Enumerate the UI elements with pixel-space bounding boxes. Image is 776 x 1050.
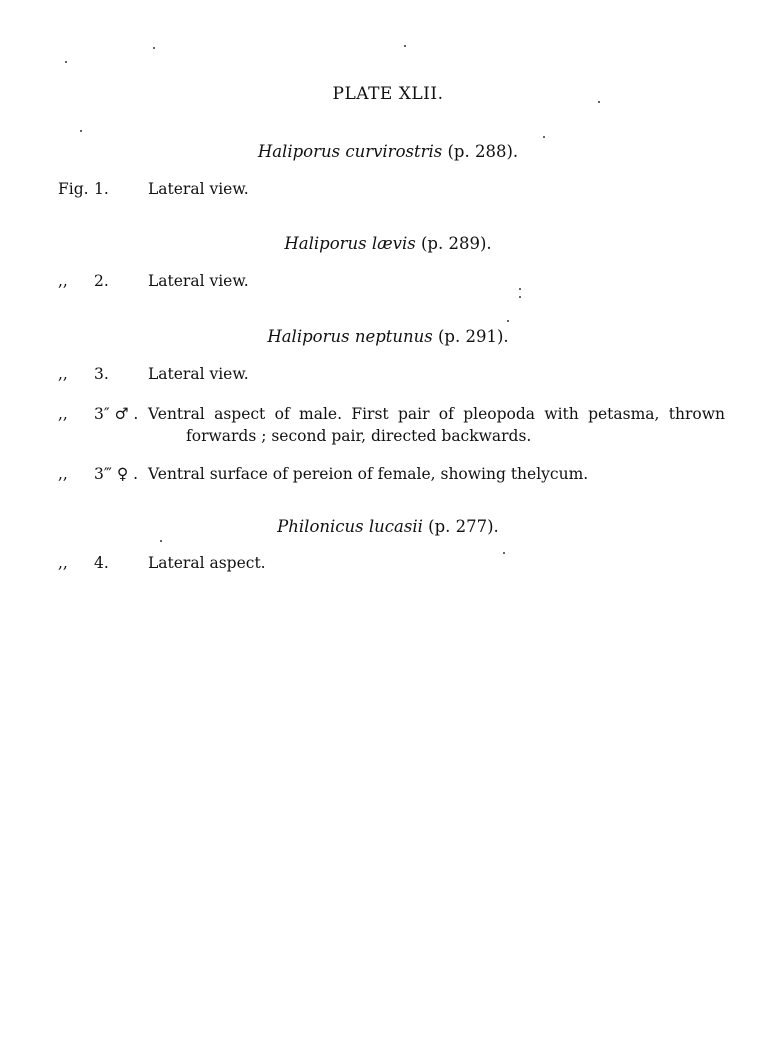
plate-title: PLATE XLII. [332, 84, 444, 104]
figure-description [148, 403, 725, 447]
figure-prefix: ,, [58, 554, 68, 572]
scan-speck [543, 136, 545, 138]
scan-speck [65, 61, 67, 63]
figure-prefix: Fig. [58, 180, 89, 198]
figure-number: 3″ ♂ . [94, 405, 139, 423]
species-name: Haliporus neptunus [267, 327, 433, 346]
scan-speck [598, 101, 600, 103]
figure-prefix: ,, [58, 465, 68, 483]
figure-number: 1. [94, 180, 109, 198]
scan-speck [404, 45, 406, 47]
scan-speck [507, 320, 509, 322]
scan-speck [503, 552, 505, 554]
figure-description: Lateral view. [148, 272, 249, 290]
figure-prefix: ,, [58, 272, 68, 290]
species-heading-neptunus [0, 327, 776, 346]
species-name: Philonicus lucasii [277, 517, 423, 536]
figure-description: Lateral view. [148, 180, 249, 198]
page-reference: (p. 288). [447, 142, 519, 161]
species-name: Haliporus lævis [284, 234, 416, 253]
figure-description-line-2: forwards ; second pair, directed backwards. [186, 427, 532, 445]
figure-number: 4. [94, 554, 109, 572]
page-reference: (p. 289). [420, 234, 492, 253]
species-heading-curvirostris [0, 142, 776, 161]
species-heading-lucasii [0, 517, 776, 536]
figure-description-line-1: Ventral aspect of male. First pair of pleopoda with petasma, thrown [148, 405, 725, 423]
figure-number: 3. [94, 365, 109, 383]
species-name: Haliporus curvirostris [257, 142, 443, 161]
scan-speck [519, 288, 521, 290]
figure-description: Ventral surface of pereion of female, showing thelycum. [148, 465, 589, 483]
figure-prefix: ,, [58, 405, 68, 423]
figure-number: 3‴ ♀ . [94, 465, 139, 483]
scan-speck [160, 540, 162, 542]
figure-prefix: ,, [58, 365, 68, 383]
species-heading-laevis [0, 234, 776, 253]
scan-speck [519, 296, 521, 298]
figure-description: Lateral aspect. [148, 554, 266, 572]
figure-number: 2. [94, 272, 109, 290]
page-reference: (p. 291). [438, 327, 509, 346]
scan-speck [153, 47, 155, 49]
page-reference: (p. 277). [428, 517, 499, 536]
scan-speck [80, 130, 82, 132]
figure-description: Lateral view. [148, 365, 249, 383]
